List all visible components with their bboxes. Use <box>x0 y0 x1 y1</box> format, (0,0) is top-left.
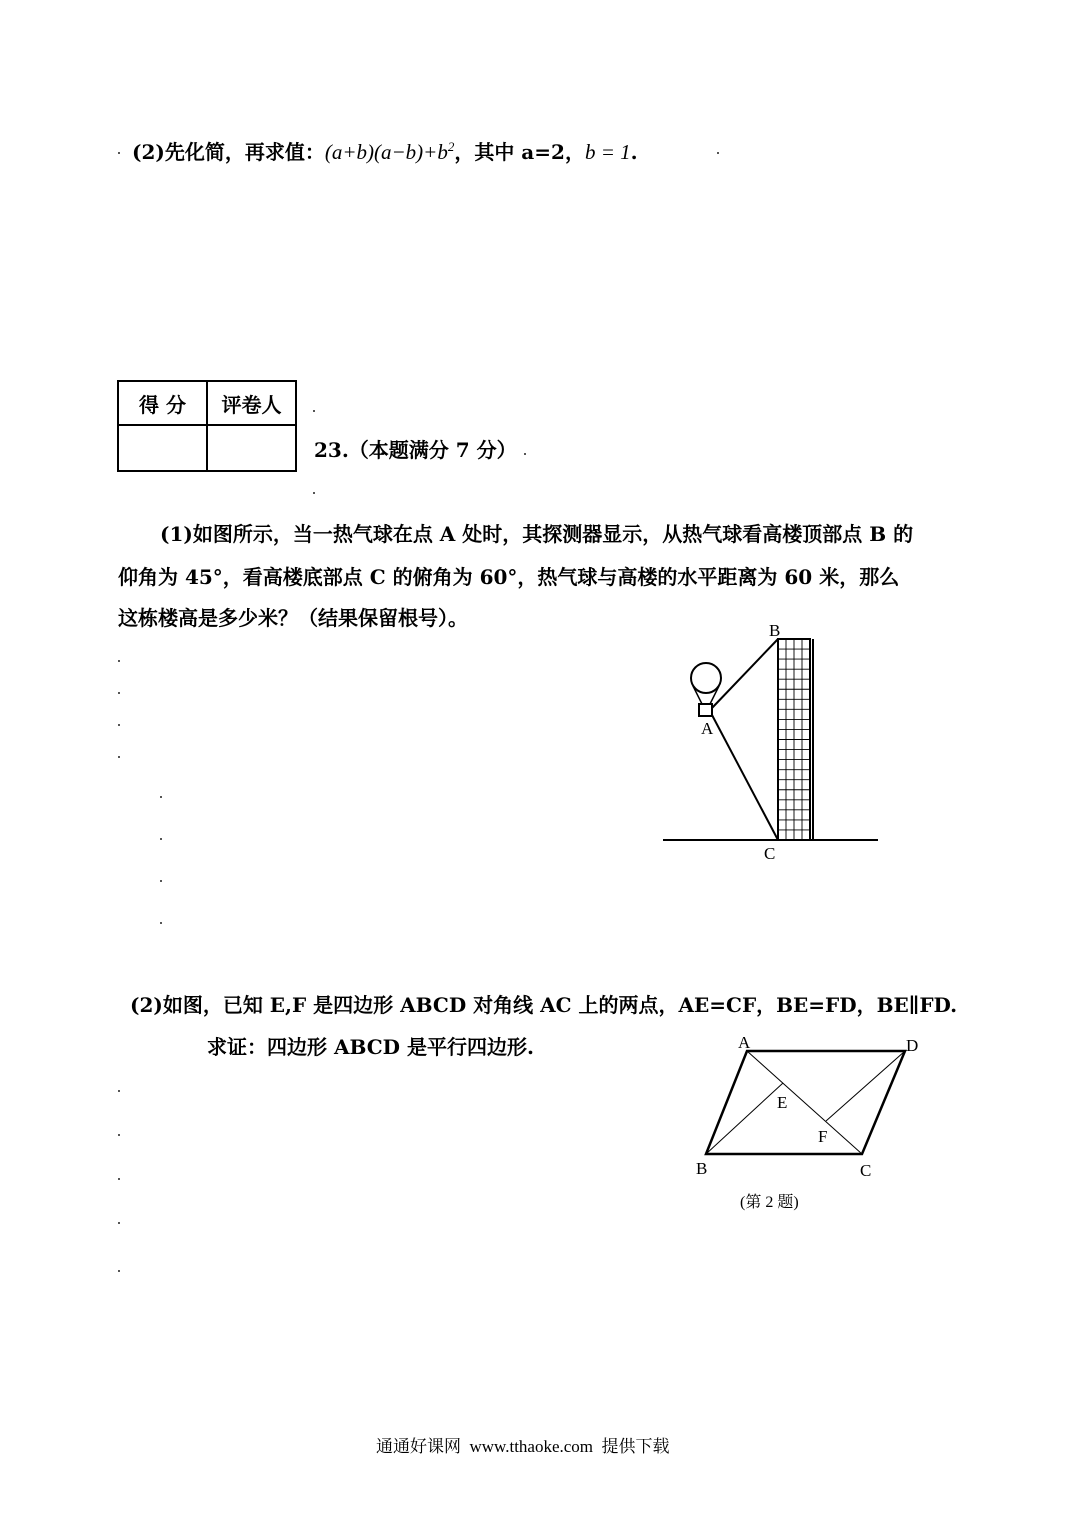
label-B: B <box>769 621 781 640</box>
label-A2: A <box>738 1033 751 1052</box>
q22-part2-line: (2)先化简，再求值：$(a+b)(a-b)+b^2$，其中 a=2，b = 1. <box>132 139 638 164</box>
grader-label: 评卷人 <box>207 381 296 425</box>
label-A: A <box>701 719 714 738</box>
score-cell[interactable] <box>118 425 207 471</box>
q23-part2-line2: 求证：四边形 ABCD 是平行四边形. <box>207 1035 534 1059</box>
building <box>778 639 813 840</box>
q22-b-value: b = 1 <box>584 140 631 164</box>
line-AB <box>712 639 778 708</box>
page-footer: 通通好课网 www.tthaoke.com 提供下载 <box>376 1437 670 1456</box>
label-E2: E <box>777 1093 788 1112</box>
grader-cell[interactable] <box>207 425 296 471</box>
line-AC <box>712 715 778 840</box>
score-label: 得 分 <box>118 381 207 425</box>
score-table <box>117 380 297 472</box>
q23-part1-line3: 这栋楼高是多少米？（结果保留根号）。 <box>118 606 468 630</box>
label-B2: B <box>696 1159 708 1178</box>
quadrilateral-figure <box>690 1030 930 1215</box>
quadrilateral-ABCD <box>706 1051 905 1154</box>
label-F2: F <box>818 1127 828 1146</box>
balloon-building-figure <box>650 615 890 870</box>
diagonal-AC <box>747 1051 862 1154</box>
q23-part2-line1: (2)如图，已知 E,F 是四边形 ABCD 对角线 AC 上的两点，AE=CF，BE=FD，BE∥FD. <box>130 993 958 1017</box>
label-D2: D <box>906 1036 919 1055</box>
balloon-icon <box>691 663 721 693</box>
figure-caption: (第 2 题) <box>740 1194 799 1211</box>
label-C: C <box>764 844 776 863</box>
q22-part2-prefix: (2)先化简，再求值： <box>132 140 325 164</box>
label-C2: C <box>860 1161 872 1180</box>
q23-part1-line2: 仰角为 45°，看高楼底部点 C 的俯角为 60°，热气球与高楼的水平距离为 60 米，那么 <box>118 565 900 589</box>
q22-condition: ，其中 a=2， <box>454 140 585 164</box>
q23-part1-line1: (1)如图所示，当一热气球在点 A 处时，其探测器显示，从热气球看高楼顶部点 B 的 <box>160 522 914 546</box>
balloon-basket <box>699 704 712 716</box>
q22-expression: $(a+b)(a-b)+b^2$ <box>324 139 455 164</box>
q23-title: 23.（本题满分 7 分） <box>314 438 517 462</box>
segment-FD <box>826 1051 905 1121</box>
segment-BE <box>706 1083 783 1154</box>
